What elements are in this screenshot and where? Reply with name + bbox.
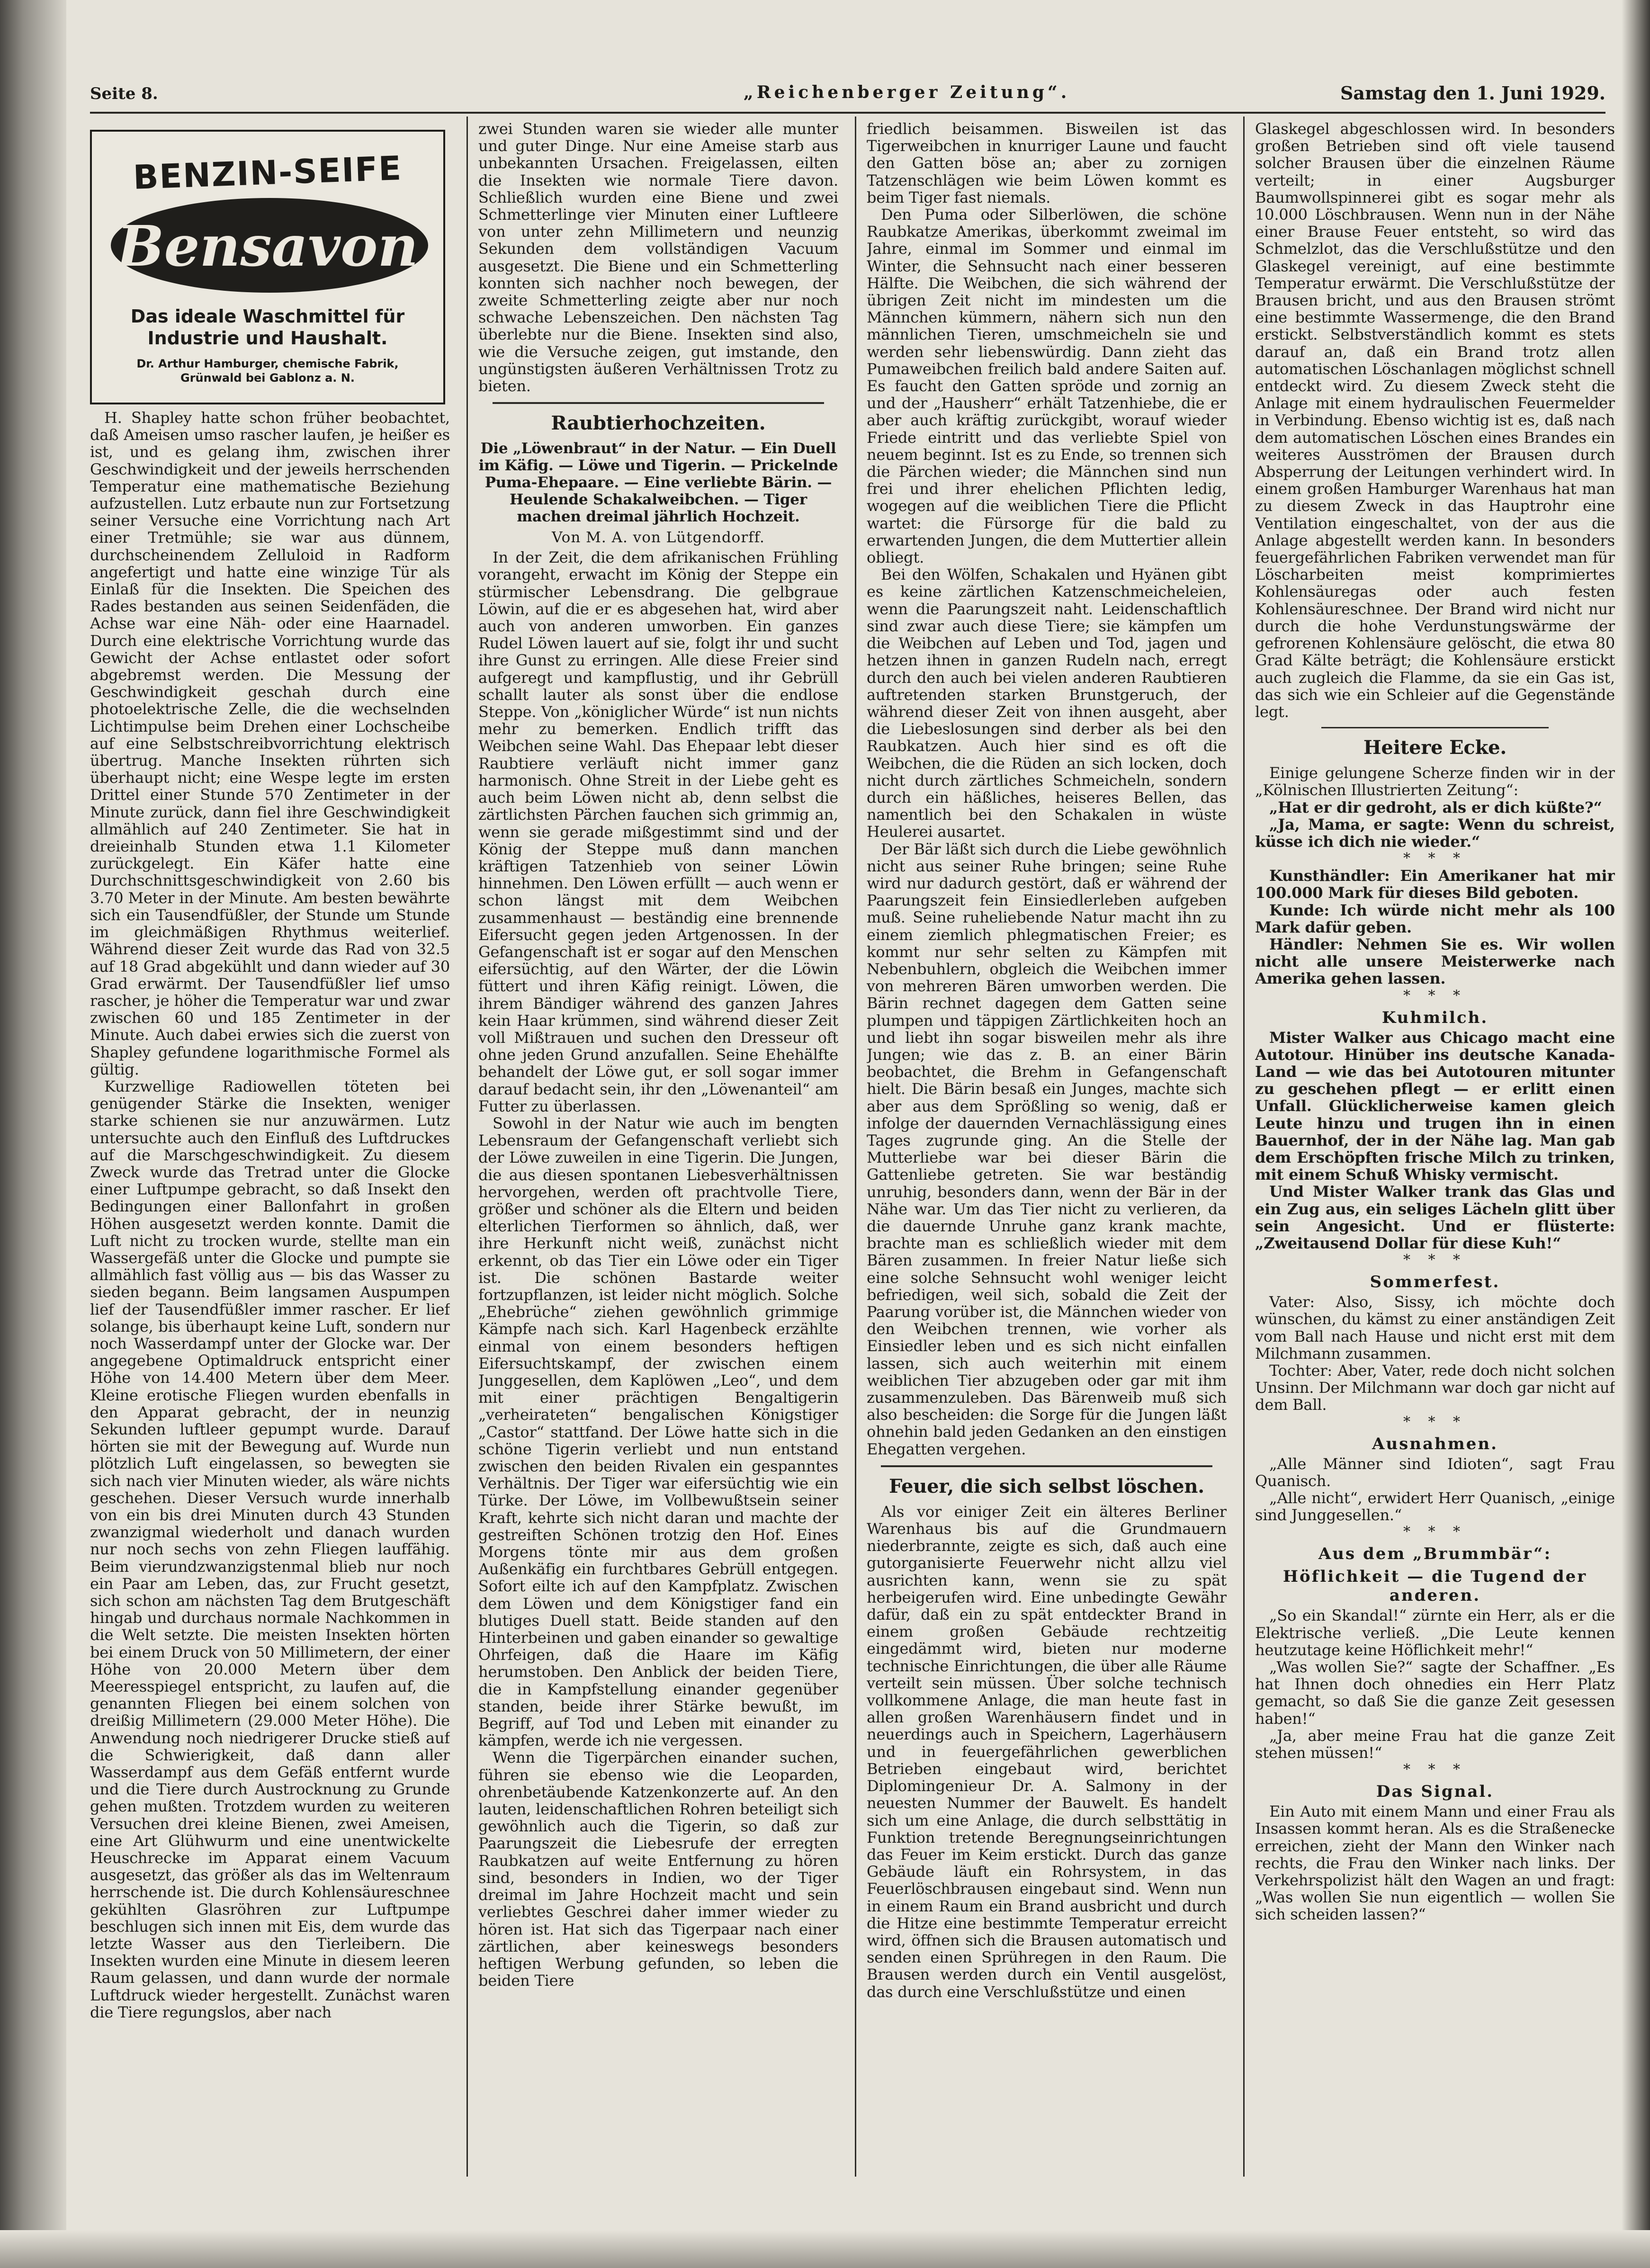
- headline-heitere-ecke: Heitere Ecke.: [1363, 736, 1507, 759]
- byline: Von M. A. von Lütgendorff.: [552, 529, 765, 547]
- ad-company: Dr. Arthur Hamburger, chemische Fabrik,: [136, 357, 399, 370]
- separator-stars: * * *: [1403, 1524, 1467, 1541]
- section-divider: [493, 402, 824, 404]
- headline-feuer: Feuer, die sich selbst löschen.: [889, 1475, 1204, 1497]
- article-raubtier-para7: Der Bär läßt sich durch die Liebe gewöhnlich nicht aus seiner Ruhe bringen; seine Ruhe wird nur dadurch gestört, daß er während der Paarungszeit fein Einsiedlerleben aufgeben muß. Seine ruheliebende Natur macht ihn zu einem ziemlich phlegmatischen Freier; es kommt nur sehr selten zu Kämpfen mit Nebenbuhlern, obgleich die Weibchen immer von mehreren Bären umworben werden. Die Bärin rechnet dagegen dem Gatten seine plumpen und täppigen Zärtlichkeiten hoch an und liebt ihn sogar bisweilen mehr als ihre Jungen; wie das z. B. an einer Bärin beobachtet, die Brehm in Gefangenschaft hielt. Die Bärin besaß ein Junges, machte sich aber aus dem Sprößling so wenig, daß er infolge der dauernden Vernachlässigung eines Tages zugrunde ging. An die Stelle der Mutterliebe war bei dieser Bärin die Gattenliebe getreten. Sie war beständig unruhig, besonders dann, wenn der Bär in der Nähe war. Um das Tier nicht zu verlieren, da die dauernde Unruhe ganz krank machte, brachte man es schließlich wieder mit dem Bären zusammen. In freier Natur ließe sich eine solche Sehnsucht wohl weniger leicht befriedigen, weil sich, sobald die Zeit der Paarung vorüber ist, die Männchen wieder von den Weibchen trennen, wie vorher als Einsiedler leben und es sich nicht einfallen lassen, sich auch weiterhin mit einem weiblichen Tier abzugeben oder gar mit ihm zusammenzuleben. Das Bärenweib muß sich also bescheiden: die Sorge für die Jungen läßt ohnehin bald jeden Gedanken an den einstigen Ehegatten vergehen.: [867, 840, 1227, 1458]
- joke5-line1: „Alle Männer sind Idioten“, sagt Frau Quanisch.: [1255, 1454, 1615, 1490]
- section-divider: [1321, 727, 1549, 728]
- article-raubtier-para1: In der Zeit, die dem afrikanischen Frühling vorangeht, erwacht im König der Steppe ein stürmischer Lebensdrang. Die gelbgraue Löwin, auf die er es abgesehen hat, wird aber auch von anderen umworben. Ein ganzes Rudel Löwen lauert auf sie, folgt ihr und sucht ihre Gunst zu erringen. Alle diese Freier sind aufgeregt und kampflustig, und ihr Gebrüll schallt lauter als sonst über die endlose Steppe. Von „königlicher Würde“ ist nun nichts mehr zu bemerken. Endlich trifft das Weibchen seine Wahl. Das Ehepaar lebt dieser Raubtiere verläuft nicht immer ganz harmonisch. Ohne Streit in der Liebe geht es auch beim Löwen nicht ab, denn selbst die zärtlichsten Pärchen fauchen sich grimmig an, wenn sie gerade mißgestimmt sind und der König der Steppe muß dann manchen kräftigen Tatzenhieb von seiner Löwin hinnehmen. Den Löwen erfüllt — auch wenn er schon längst mit dem Weibchen zusammenhaust — beständig eine brennende Eifersucht gegen jeden Artgenossen. In der Gefangenschaft ist er sogar auf den Menschen eifersüchtig, auf den Wärter, der die Löwin füttert und ihren Käfig reinigt. Löwen, die ihrem Bändiger während des ganzen Jahres kein Haar krümmen, sind während dieser Zeit voll Mißtrauen und suchen den Dresseur oft ohne jeden Grund anzufallen. Seine Ehehälfte behandelt der Löwe gut, er soll sogar immer darauf bedacht sein, ihr den „Löwenanteil“ am Futter zu überlassen.: [478, 548, 838, 1115]
- joke7-text: Ein Auto mit einem Mann und einer Frau als Insassen kommt heran. Als es die Straßenecke erreichen, zieht der Mann den Winker nach rechts, die Frau den Winker nach links. Der Verkehrspolizist hält den Wagen an und fragt: „Was wollen Sie nun eigentlich — wollen Sie sich scheiden lassen?“: [1255, 1802, 1615, 1924]
- joke6-line3: „Ja, aber meine Frau hat die ganze Zeit stehen müssen!“: [1255, 1726, 1615, 1762]
- header-rule: [90, 112, 1605, 114]
- page-header: [90, 80, 1605, 108]
- column-3: [867, 120, 1227, 2176]
- column-2: [478, 120, 838, 2176]
- joke6-line2: „Was wollen Sie?“ sagte der Schaffner. „Es hat Ihnen doch ohnedies ein Herr Platz gemacht, so daß Sie die ganze Zeit gesessen haben!“: [1255, 1658, 1615, 1728]
- joke6-title: Höflichkeit — die Tugend der anderen.: [1282, 1567, 1587, 1605]
- article-raubtier-para3: Wenn die Tigerpärchen einander suchen, führen sie ebenso wie die Leoparden, ohrenbetäubende Katzenkonzerte auf. An den lauten, leidenschaftlichen Rohren beteiligt sich gewöhnlich auch die Tigerin, so daß zur Paarungszeit die Liebesrufe der erregten Raubkatzen auf weite Entfernung zu hören sind, besonders in Indien, wo der Tiger dreimal im Jahre Hochzeit macht und sein verliebtes Geschrei daher immer wieder zu hören ist. Hat sich das Tigerpaar nach einer zärtlichen, aber keineswegs besonders heftigen Werbung gefunden, so leben die beiden Tiere: [478, 1748, 838, 1990]
- bensavon-advertisement: [90, 130, 445, 404]
- ad-slogan-line2: Industrie und Haushalt.: [147, 328, 388, 349]
- column-rule: [1243, 117, 1245, 2177]
- joke4-line2: Tochter: Aber, Vater, rede doch nicht solchen Unsinn. Der Milchmann war doch gar nicht auf dem Ball.: [1255, 1362, 1615, 1414]
- ad-slogan-line1: Das ideale Waschmittel für: [130, 306, 405, 327]
- joke1-line2: „Ja, Mama, er sagte: Wenn du schreist, küsse ich dich nie wieder.“: [1255, 815, 1615, 851]
- joke6-line1: „So ein Skandal!“ zürnte ein Herr, als er die Elektrische verließ. „Die Leute kennen heutzutage keine Höflichkeit mehr!“: [1255, 1606, 1615, 1659]
- article-raubtier-para2: Sowohl in der Natur wie auch im bengten Lebensraum der Gefangenschaft verliebt sich der Löwe zuweilen in eine Tigerin. Die Jungen, die aus diesen spontanen Liebesverhältnissen hervorgehen, werden oft prachtvolle Tiere, größer und schöner als die Eltern und beiden elterlichen Tierformen so ähnlich, daß, wer ihre Herkunft nicht weiß, zunächst nicht erkennt, ob das Tier ein Löwe oder ein Tiger ist. Die schönen Bastarde weiter fortzupflanzen, ist leider nicht möglich. Solche „Ehebrüche“ ziehen gewöhnlich grimmige Kämpfe nach sich. Karl Hagenbeck erzählte einmal von einem besonders heftigen Eifersuchtskampf, der zwischen einem Junggesellen, dem Kaplöwen „Leo“, und dem mit einer prächtigen Bengaltigerin „verheirateten“ bengalischen Königstiger „Castor“ stattfand. Der Löwe hatte sich in die schöne Tigerin verliebt und nun entstand zwischen den beiden Rivalen ein gespanntes Verhältnis. Der Tiger war eifersüchtig wie ein Türke. Der Löwe, im Vollbewußtsein seiner Kraft, kehrte sich nicht daran und machte der gestreiften Schönen trotzig den Hof. Eines Morgens tönte mir aus dem großen Außenkäfig ein furchtbares Gebrüll entgegen. Sofort eilte ich auf den Kampfplatz. Zwischen dem Löwen und dem Königstiger fand ein blutiges Duell statt. Beide standen auf den Hinterbeinen und gaben einander so gewaltige Ohrfeigen, daß die Haare im Käfig herumstoben. Den Anblick der beiden Tiere, die in Kampfstellung einander gegenüber standen, beide ihrer Stärke bewußt, im Begriff, auf Tod und Leben mit einander zu kämpfen, werde ich nie vergessen.: [478, 1114, 838, 1750]
- article-raubtier-para5: Den Puma oder Silberlöwen, die schöne Raubkatze Amerikas, überkommt zweimal im Jahre, einmal im Sommer und einmal im Winter, die Sehnsucht nach einer besseren Hälfte. Die Weibchen, die sich während der übrigen Zeit nicht im mindesten um die Männchen kümmern, nähern sich nun den männlichen Tieren, umschmeicheln sie und werden sehr liebenswürdig. Dann zieht das Pumaweibchen freilich bald andere Saiten auf. Es faucht den Gatten spröde und zornig an und der „Hausherr“ erhält Tatzenhiebe, die er aber auch kräftig zurückgibt, worauf wieder Friede eintritt und das verliebte Spiel von neuem beginnt. Ist es zu Ende, so trennen sich die Pärchen wieder; die Männchen sind nun frei und ihrer ehelichen Pflichten ledig, wogegen auf die weiblichen Tiere die Pflicht wartet: die Fürsorge für die bald zu erwartenden Jungen, die dem Muttertier allein obliegt.: [867, 206, 1227, 567]
- page-number: Seite 8.: [90, 84, 158, 103]
- column-rule: [855, 117, 856, 2177]
- joke2-line1: Kunsthändler: Ein Amerikaner hat mir 100.000 Mark für dieses Bild geboten.: [1255, 867, 1615, 902]
- scan-edge-right: [1622, 0, 1650, 2268]
- article-insects-part1: H. Shapley hatte schon früher beobachtet, daß Ameisen umso rascher laufen, je heißer es ist, und es gelang ihm, zwischen ihrer Geschwindigkeit und der jeweils herrschenden Temperatur eine mathematische Beziehung aufzustellen. Lutz erbaute nun zur Fortsetzung seiner Versuche eine Vorrichtung nach Art einer Tretmühle; sie war aus dünnem, durchscheinendem Zelluloid in Radform angefertigt und hatte eine winzige Tür als Einlaß für die Insekten. Die Speichen des Rades bestanden aus seinen Seidenfäden, die Achse war eine Näh- oder eine Haarnadel. Durch eine elektrische Vorrichtung wurde das Gewicht der Achse entlastet oder sofort abgebremst werden. Die Messung der Geschwindigkeit geschah durch eine photoelektrische Zelle, die die wechselnden Lichtimpulse beim Drehen einer Lochscheibe auf eine Selbstschreibvorrichtung elektrisch übertrug. Manche Insekten rührten sich überhaupt nicht; eine Wespe legte im ersten Drittel einer Stunde 570 Zentimeter in der Minute zurück, dann fiel ihre Geschwindigkeit allmählich auf 240 Zentimeter. Sie hat in dreieinhalb Stunden etwa 1.1 Kilometer zurückgelegt. Ein Käfer hatte eine Durchschnittsgeschwindigkeit von 2.60 bis 3.70 Meter in der Minute. Am besten bewährte sich ein Tausendfüßler, der Stunde um Stunde im gleichmäßigen Rhythmus weiterlief. Während dieser Zeit wurde das Rad von 32.5 auf 18 Grad abgekühlt und dann wieder auf 30 Grad erwärmt. Der Tausendfüßler lief umso rascher, je höher die Temperatur war und zwar zwischen 60 und 185 Zentimeter in der Minute. Auch dabei erwies sich die zuerst von Shapley gefundene logarithmische Formel als gültig.: [90, 409, 450, 1078]
- separator-stars: * * *: [1403, 1413, 1467, 1430]
- section-divider: [881, 1465, 1212, 1467]
- headline-raubtierhochzeiten: Raubtierhochzeiten.: [551, 412, 766, 435]
- scan-edge-bottom: [0, 2230, 1650, 2268]
- article-raubtier-para4: friedlich beisammen. Bisweilen ist das Tigerweibchen in knurriger Laune und faucht den Gatten böse an; aber zu zornigen Tatzenschlägen wie beim Löwen kommt es beim Tiger fast niemals.: [867, 120, 1227, 206]
- jokes-intro: Einige gelungene Scherze finden wir in der „Kölnischen Illustrierten Zeitung“:: [1255, 764, 1615, 799]
- joke5-line2: „Alle nicht“, erwidert Herr Quanisch, „einige sind Junggesellen.“: [1255, 1489, 1615, 1524]
- column-1: [90, 120, 450, 2176]
- separator-stars: * * *: [1403, 1252, 1467, 1269]
- joke1-line1: „Hat er dir gedroht, als er dich küßte?“: [1269, 798, 1602, 816]
- article-insects-end: zwei Stunden waren sie wieder alle munter und guter Dinge. Nur eine Ameise starb aus unbekannten Ursachen. Freigelassen, eilten die Insekten wie normale Tiere davon. Schließlich wurden eine Biene und zwei Schmetterlinge vier Minuten einer Luftleere von unter zehn Millimetern und neunzig Sekunden dem vollständigen Vacuum ausgesetzt. Die Biene und ein Schmetterling konnten sich nachher noch bewegen, der zweite Schmetterling zeigte aber nur noch schwache Lebenszeichen. Den nächsten Tag überlebte nur die Biene. Insekten sind also, wie die Versuche zeigen, gut imstande, den ungünstigsten äußeren Verhältnissen Trotz zu bieten.: [478, 120, 838, 395]
- scan-edge-left: [0, 0, 66, 2268]
- article-raubtier-para6: Bei den Wölfen, Schakalen und Hyänen gibt es keine zärtlichen Katzenschmeicheleien, wenn die Paarungszeit naht. Leidenschaftlich sind zwar auch diese Tiere; sie kämpfen um die Weibchen auf Leben und Tod, jagen und hetzen ihnen in ganzen Rudeln nach, erregt durch den auch bei vielen anderen Raubtieren auftretenden starken Brunstgeruch, der während dieser Zeit von ihnen ausgeht, aber die Liebeslosungen sind derber als bei den Raubkatzen. Auch hier sind es oft die Weibchen, die die Rüden an sich locken, doch nicht durch zärtliches Schmeicheln, sondern durch ein häßliches, heiseres Bellen, das namentlich bei den Schakalen in wüste Heulerei ausartet.: [867, 565, 1227, 841]
- article-feuer-para2: Glaskegel abgeschlossen wird. In besonders großen Betrieben sind oft viele tausend solcher Brausen über die einzelnen Räume verteilt; in einer Augsburger Baumwollspinnerei gibt es sogar mehr als 10.000 Löschbrausen. Wenn nun in der Nähe einer Brause Feuer entsteht, so wird das Schmelzlot, das die Verschlußstütze und den Glaskegel vereinigt, auf eine bestimmte Temperatur erwärmt. Die Verschlußstütze der Brausen bricht, und aus den Brausen strömt eine bestimmte Wassermenge, die den Brand erstickt. Selbstverständlich kommt es stets darauf an, daß ein Brand trotz allen automatischen Löschanlagen möglichst schnell entdeckt wird. Zu diesem Zweck steht die Anlage mit einem hydraulischen Feuermelder in Verbindung. Ebenso wichtig ist es, daß nach dem automatischen Löschen eines Brandes ein weiteres Ausströmen der Brausen durch Absperrung der Leitungen verhindert wird. In einem großen Hamburger Warenhaus hat man zu diesem Zweck in das Hauptrohr eine Ventilation eingeschaltet, von der aus die Anlage abgestellt werden kann. In besonders feuergefährlichen Fabriken verwendet man für Löscharbeiten meist komprimiertes Kohlensäuregas oder auch festen Kohlensäureschnee. Der Brand wird nicht nur durch die hohe Verdunstungswärme der gefrorenen Kohlensäure gelöscht, die etwa 80 Grad Kälte beträgt; die Kohlensäure erstickt auch zugleich die Flamme, da sie ein Gas ist, das sich wie ein Schleier auf die Gegenstände legt.: [1255, 120, 1615, 721]
- article-feuer-para1: Als vor einiger Zeit ein älteres Berliner Warenhaus bis auf die Grundmauern niederbrannte, zeigte es sich, daß auch eine gutorganisierte Feuerwehr nicht allzu viel ausrichten kann, wenn sie zu spät herbeigerufen wird. Eine unbedingte Gewähr dafür, daß ein zu spät entdeckter Brand in einem großen Gebäude rechtzeitig eingedämmt wird, bieten nur moderne technische Einrichtungen, die über alle Räume verteilt sein müssen. Über solche technisch vollkommene Anlage, die man heute fast in allen großen Warenhäusern findet und in neuerdings auch in Speichern, Lagerhäusern und in feuergefährlichen gewerblichen Betrieben eingebaut wird, berichtet Diplomingenieur Dr. A. Salmony in der neuesten Nummer der Bauwelt. Es handelt sich um eine Anlage, die durch selbsttätig in Funktion tretende Beregnungseinrichtungen das Feuer im Keim erstickt. Durch das ganze Gebäude läuft ein Rohrsystem, in das Feuerlöschbrausen eingebaut sind. Wenn nun in einem Raum ein Brand ausbricht und durch die Hitze eine bestimmte Temperatur erreicht wird, öffnen sich die Brausen automatisch und senden einen Sprühregen in den Raum. Die Brausen werden durch ein Ventil ausgelöst, das durch eine Verschlußstütze und einen: [867, 1502, 1227, 2001]
- article-insects-part2: Kurzwellige Radiowellen töteten bei genügender Stärke die Insekten, weniger starke schienen sie nur anzuwärmen. Lutz untersuchte auch den Einfluß des Luftdruckes auf die Marschgeschwindigkeit. Zu diesem Zweck wurde das Tretrad unter die Glocke einer Luftpumpe gebracht, so daß Insekt den Bedingungen einer Ballonfahrt in großen Höhen ausgesetzt werden konnte. Damit die Luft nicht zu trocken wurde, stellte man ein Wassergefäß unter die Glocke und pumpte sie allmählich fast völlig aus — bis das Wasser zu sieden begann. Beim langsamen Auspumpen lief der Tausendfüßler immer rascher. Er lief solange, bis überhaupt keine Luft, sondern nur noch Wasserdampf unter der Glocke war. Der angegebene Optimaldruck entspricht einer Höhe von 14.400 Metern über dem Meer. Kleine erotische Fliegen wurden ebenfalls in den Apparat gebracht, der in neunzig Sekunden luftleer gepumpt wurde. Darauf hörten sie mit der Bewegung auf. Wurde nun plötzlich Luft eingelassen, so bewegten sie sich nach vier Minuten wieder, als wäre nichts geschehen. Dieser Versuch wurde innerhalb von ein bis drei Minuten durch 43 Stunden zwanzigmal wiederholt und danach wurden nur noch sechs von zehn Fliegen lauffähig. Beim vierundzwanzigstenmal blieb nur noch ein Paar am Leben, das, zur Frucht gesetzt, sich schon am nächsten Tag dem Brutgeschäft hingab und durchaus normale Nachkommen in die Welt setzte. Die meisten Insekten hörten bei einem Druck von 50 Millimetern, der einer Höhe von 20.000 Metern über dem Meeresspiegel entspricht, zu laufen auf, die genannten Fliegen bei einem solchen von dreißig Millimetern (29.000 Meter Höhe). Die Anwendung noch niedrigerer Drucke stieß auf die Schwierigkeit, daß dann aller Wasserdampf aus dem Gefäß entfernt wurde und die Tiere durch Austrocknung zu Grunde gehen mußten. Trotzdem wurden zu weiteren Versuchen drei kleine Bienen, zwei Ameisen, eine Art Glühwurm und eine unentwickelte Heuschrecke im Apparat einem Vacuum ausgesetzt, das größer als das im Weltenraum herrschende ist. Die durch Kohlensäureschnee gekühlten Glasröhren zur Luftpumpe beschlugen sich innen mit Eis, dem wurde das letzte Wasser aus den Tierleibern. Die Insekten wurden eine Minute in diesem leeren Raum gelassen, und dann wurde der normale Luftdruck wieder hergestellt. Zunächst waren die Tiere regungslos, aber nach: [90, 1077, 450, 2021]
- ad-company-address: Grünwald bei Gablonz a. N.: [180, 371, 355, 385]
- joke4-line1: Vater: Also, Sissy, ich möchte doch wünschen, du kämst zu einer anständigen Zeit vom Ball nach Hause und nicht erst mit dem Milchmann zusammen.: [1255, 1293, 1615, 1363]
- joke6-source: Aus dem „Brummbär“:: [1318, 1544, 1552, 1564]
- joke2-line3: Händler: Nehmen Sie es. Wir wollen nicht alle unsere Meisterwerke nach Amerika gehen lassen.: [1255, 935, 1615, 988]
- joke5-title: Ausnahmen.: [1372, 1434, 1498, 1453]
- issue-date: Samstag den 1. Juni 1929.: [1340, 82, 1605, 104]
- joke3-text: Mister Walker aus Chicago macht eine Autotour. Hinüber ins deutsche Kanada-Land — wie das bei Autotouren mitunter zu geschehen pflegt — er erlitt einen Unfall. Glücklicherweise kamen gleich Leute hinzu und trugen ihn in einen Bauernhof, der in der Nähe lag. Man gab dem Erschöpften frische Milch zu trinken, mit einem Schuß Whisky vermischt.: [1255, 1028, 1615, 1184]
- newspaper-title: „Reichenberger Zeitung“.: [744, 82, 1070, 102]
- ad-title: BENZIN-SEIFE: [132, 149, 403, 197]
- subheadline-raubtierhochzeiten: Die „Löwenbraut“ in der Natur. — Ein Duell im Käfig. — Löwe und Tigerin. — Prickelnde Puma-Ehepaare. — Eine verliebte Bärin. — Heulende Schakalweibchen. — Tiger machen dreimal jährlich Hochzeit.: [478, 440, 838, 526]
- ad-brand-logo: Bensavon: [117, 213, 419, 279]
- separator-stars: * * *: [1403, 987, 1467, 1004]
- joke4-title: Sommerfest.: [1370, 1273, 1500, 1292]
- column-4: [1255, 120, 1615, 2176]
- separator-stars: * * *: [1403, 850, 1467, 867]
- separator-stars: * * *: [1403, 1761, 1467, 1778]
- joke2-line2: Kunde: Ich würde nicht mehr als 100 Mark dafür geben.: [1255, 901, 1615, 936]
- column-rule: [466, 117, 468, 2177]
- joke7-title: Das Signal.: [1376, 1782, 1494, 1802]
- joke3-punchline: Und Mister Walker trank das Glas und ein Zug aus, ein seliges Lächeln glitt über sein Angesicht. Und er flüsterte: „Zweitausend Dollar für diese Kuh!“: [1255, 1183, 1615, 1252]
- joke3-title: Kuhmilch.: [1381, 1008, 1489, 1027]
